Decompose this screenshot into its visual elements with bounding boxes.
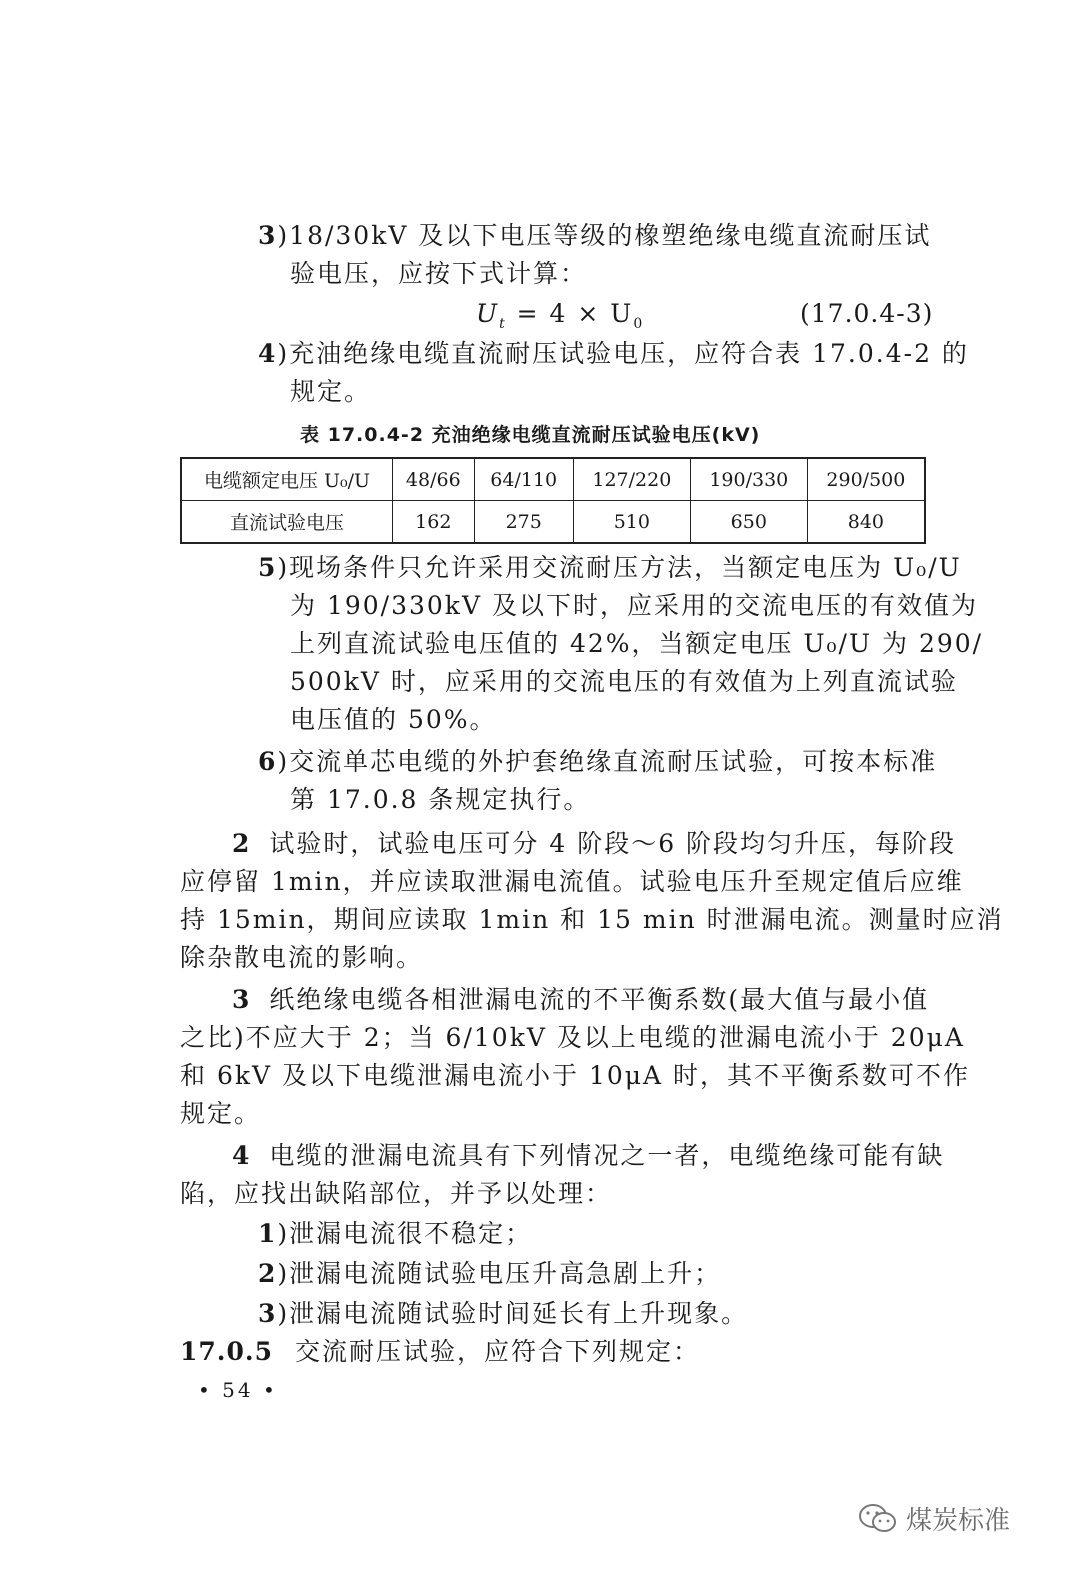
row-header-dc-test-voltage: 直流试验电压 [181,501,393,544]
item-number: 3 [258,221,278,250]
table-cell: 650 [690,501,807,544]
para-2-line-4: 除杂散电流的影响。 [180,943,424,972]
watermark [858,1500,1010,1537]
equation-number: (17.0.4-3) [800,299,934,328]
item-5-line-5: 电压值的 50%。 [290,705,497,734]
table-cell: 510 [573,501,690,544]
table-cell: 64/110 [474,458,573,501]
para-4-sub-1: 1)泄漏电流很不稳定； [258,1219,533,1248]
para-number: 4 [232,1141,252,1170]
table-cell: 162 [393,501,475,544]
para-number: 2 [232,829,252,858]
table-cell: 840 [807,501,925,544]
item-6-line-2: 第 17.0.8 条规定执行。 [290,785,591,814]
table-row [181,501,925,544]
item-number: 6 [258,747,278,776]
table-cell: 48/66 [393,458,475,501]
item-5-line-4: 500kV 时，应采用的交流电压的有效值为上列直流试验 [290,667,958,696]
table-row [181,458,925,501]
item-3-line-2: 验电压，应按下式计算： [290,259,588,288]
item-5-line-3: 上列直流试验电压值的 42%，当额定电压 U₀/U 为 290/ [290,629,984,658]
table-caption: 表 17.0.4-2 充油绝缘电缆直流耐压试验电压(kV) [300,424,761,446]
para-4-line-1: 4 电缆的泄漏电流具有下列情况之一者，电缆绝缘可能有缺 [232,1141,945,1170]
clause-number: 17.0.5 [180,1337,273,1366]
para-3-line-1: 3 纸绝缘电缆各相泄漏电流的不平衡系数(最大值与最小值 [232,985,930,1014]
item-4-line-2: 规定。 [290,377,372,406]
para-3-line-3: 和 6kV 及以下电缆泄漏电流小于 10μA 时，其不平衡系数可不作 [180,1061,971,1090]
item-number: 4 [258,339,278,368]
para-2-line-1: 2 试验时，试验电压可分 4 阶段～6 阶段均匀升压，每阶段 [232,829,957,858]
item-6-line-1: 6)交流单芯电缆的外护套绝缘直流耐压试验，可按本标准 [258,747,938,776]
para-number: 3 [232,985,252,1014]
para-4-line-2: 陷，应找出缺陷部位，并予以处理： [180,1179,613,1208]
para-2-line-3: 持 15min，期间应读取 1min 和 15 min 时泄漏电流。测量时应消 [180,905,1004,934]
page-number: • 54 • [198,1378,278,1402]
table-cell: 127/220 [573,458,690,501]
para-4-sub-2: 2)泄漏电流随试验电压升高急剧上升； [258,1259,722,1288]
para-2-line-2: 应停留 1min，并应读取泄漏电流值。试验电压升至规定值后应维 [180,867,964,896]
table-cell: 275 [474,501,573,544]
voltage-table [180,457,926,544]
item-5-line-1: 5)现场条件只允许采用交流耐压方法，当额定电压为 U₀/U [258,553,962,582]
table-cell: 190/330 [690,458,807,501]
para-3-line-4: 规定。 [180,1099,262,1128]
item-number: 5 [258,553,278,582]
formula: $U_t = 4 \times U_0$ [476,299,645,332]
row-header-rated-voltage: 电缆额定电压 U₀/U [181,458,393,501]
watermark-text: 煤炭标准 [906,1506,1011,1536]
para-4-sub-3: 3)泄漏电流随试验时间延长有上升现象。 [258,1299,749,1328]
wechat-icon [858,1502,898,1536]
item-3-line-1: 3)18/30kV 及以下电压等级的橡塑绝缘电缆直流耐压试 [258,221,932,250]
item-4-line-1: 4)充油绝缘电缆直流耐压试验电压，应符合表 17.0.4-2 的 [258,339,969,368]
clause-17-0-5: 17.0.5 交流耐压试验，应符合下列规定： [180,1337,701,1366]
item-5-line-2: 为 190/330kV 及以下时，应采用的交流电压的有效值为 [290,591,978,620]
para-3-line-2: 之比)不应大于 2；当 6/10kV 及以上电缆的泄漏电流小于 20μA [180,1023,965,1052]
table-cell: 290/500 [807,458,925,501]
